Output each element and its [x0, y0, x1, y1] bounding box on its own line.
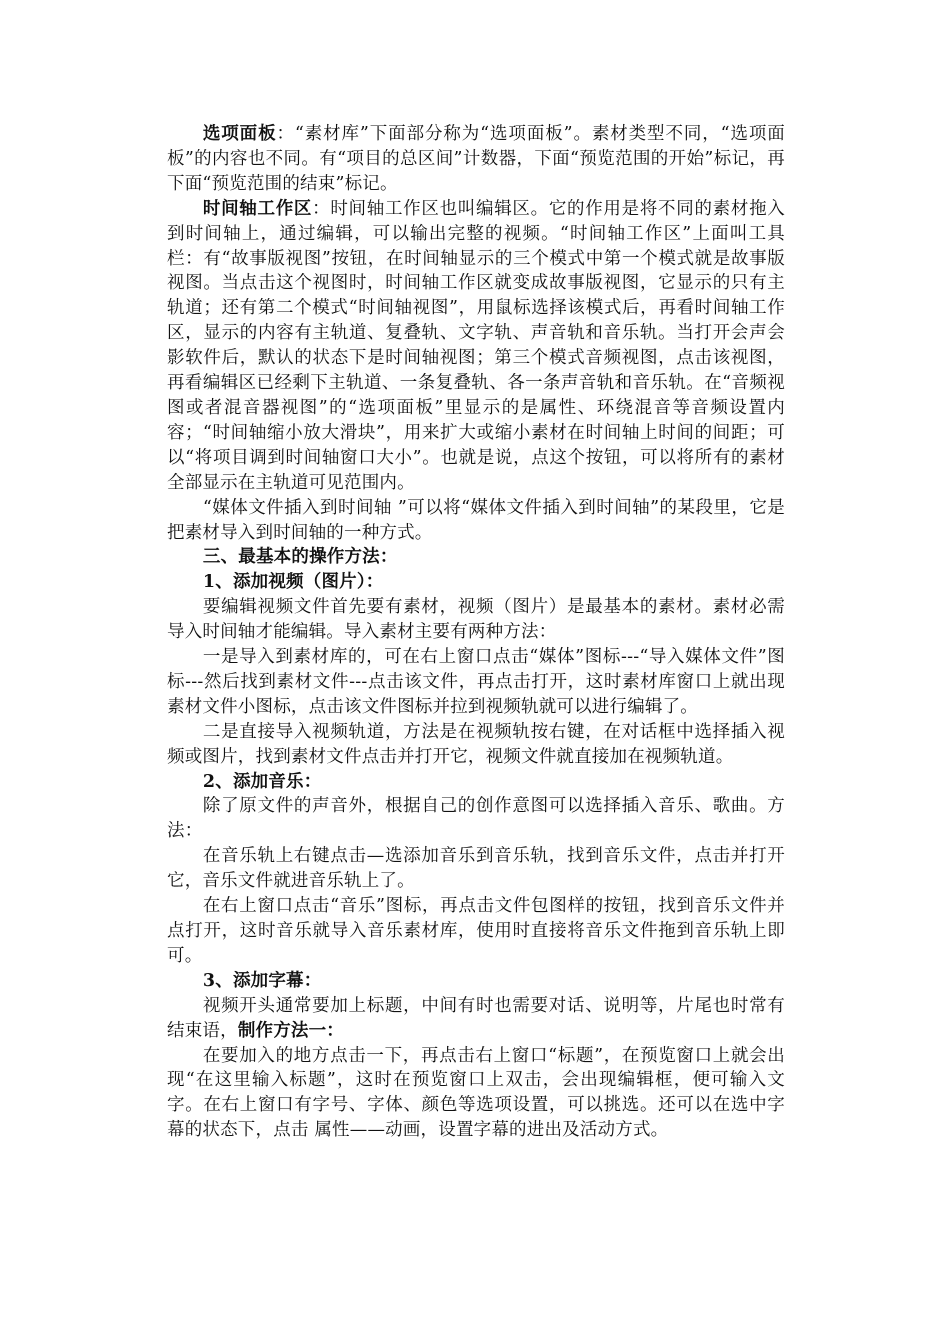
- document-page: [167, 122, 785, 1143]
- paragraph-add-subtitle-intro: [167, 994, 785, 1044]
- paragraph-add-music-method1: 在音乐轨上右键点击—选添加音乐到音乐轨，找到音乐文件，点击并打开它，音乐文件就进音乐轨上了。: [167, 846, 785, 892]
- options-panel-text: ：“素材库”下面部分称为“选项面板”。素材类型不同，“选项面板”的内容也不同。有“项目的总区间”计数器，下面“预览范围的开始”标记，再下面“预览范围的结束”标记。: [167, 124, 785, 194]
- term-timeline: 时间轴工作区: [202, 198, 313, 219]
- term-options-panel: 选项面板: [202, 124, 277, 144]
- paragraph-add-subtitle-method1: 在要加入的地方点击一下，再点击右上窗口“标题”，在预览窗口上就会出现“在这里输入标题”，这时在预览窗口上双击，会出现编辑框，便可输入文字。在右上窗口有字号、字体、颜色等选项设置，可以挑选。还可以在选中字幕的状态下，点击 属性——动画，设置字幕的进出及活动方式。: [167, 1045, 785, 1141]
- paragraph-insert-media: “媒体文件插入到时间轴 ”可以将“媒体文件插入到时间轴”的某段里，它是把素材导入到时间轴的一种方式。: [167, 497, 785, 543]
- timeline-text: ：时间轴工作区也叫编辑区。它的作用是将不同的素材拖入到时间轴上，通过编辑，可以输出完整的视频。“时间轴工作区”上面叫工具栏：有“故事版视图”按钮，在时间轴显示的三个模式中第一个模式就是故事版视图。当点击这个视图时，时间轴工作区就变成故事版视图，它显示的只有主轨道；还有第二个模式“时间轴视图”，用鼠标选择该模式后，再看时间轴工作区，显示的内容有主轨道、复叠轨、文字轨、声音轨和音乐轨。当打开会声会影软件后，默认的状态下是时间轴视图；第三个模式音频视图，点击该视图，再看编辑区已经剩下主轨道、一条复叠轨、各一条声音轨和音乐轨。在“音频视图或者混音器视图”的“选项面板”里显示的是属性、环绕混音等音频设置内容；“时间轴缩小放大滑块”，用来扩大或缩小素材在时间轴上时间的间距；可以“将项目调到时间轴窗口大小”。也就是说，点这个按钮，可以将所有的素材全部显示在主轨道可见范围内。: [167, 198, 785, 493]
- heading-add-subtitle: 3、添加字幕：: [202, 970, 322, 991]
- paragraph-options-panel: [167, 122, 785, 197]
- heading-add-video: 1、添加视频（图片）：: [202, 572, 384, 593]
- paragraph-add-video-intro: 要编辑视频文件首先要有素材，视频（图片）是最基本的素材。素材必需导入时间轴才能编辑。导入素材主要有两种方法：: [167, 597, 785, 643]
- paragraph-add-video-method1: 一是导入到素材库的，可在右上窗口点击“媒体”图标---“导入媒体文件”图标---然后找到素材文件---点击该文件，再点击打开，这时素材库窗口上就出现素材文件小图标，点击该文件图标并拉到视频轨就可以进行编辑了。: [167, 647, 785, 717]
- paragraph-add-music-intro: 除了原文件的声音外，根据自己的创作意图可以选择插入音乐、歌曲。方法：: [167, 796, 785, 842]
- heading-add-music: 2、添加音乐：: [202, 771, 322, 792]
- subtitle-method-one-label: 制作方法一：: [237, 1020, 345, 1041]
- paragraph-timeline: [167, 197, 785, 496]
- heading-basic-ops: 三、最基本的操作方法：: [202, 547, 398, 568]
- subtitle-intro-text: 视频开头通常要加上标题，中间有时也需要对话、说明等，片尾也时常有结束语，: [167, 995, 785, 1041]
- paragraph-add-music-method2: 在右上窗口点击“音乐”图标，再点击文件包图样的按钮，找到音乐文件并点打开，这时音乐就导入音乐素材库，使用时直接将音乐文件拖到音乐轨上即可。: [167, 896, 785, 966]
- paragraph-add-video-method2: 二是直接导入视频轨道，方法是在视频轨按右键，在对话框中选择插入视频或图片，找到素材文件点击并打开它，视频文件就直接加在视频轨道。: [167, 721, 785, 767]
